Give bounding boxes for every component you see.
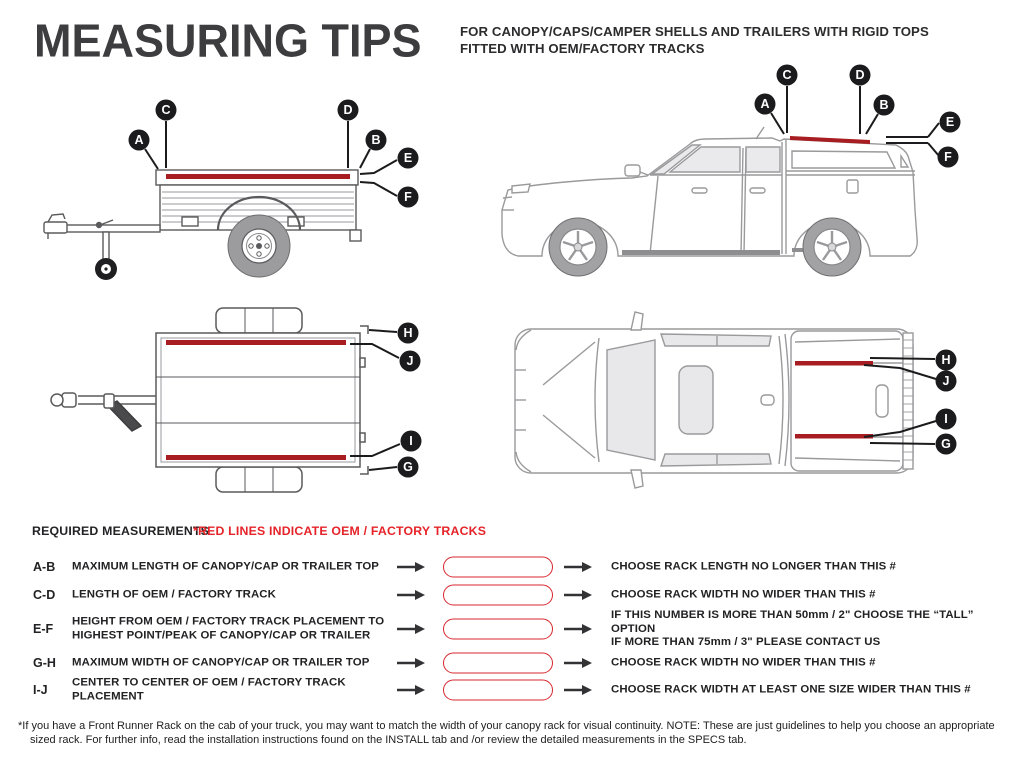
svg-text:A: A [760,97,770,111]
svg-text:J: J [942,374,950,388]
marker-d [850,65,871,86]
measurement-row-ij [0,676,1024,704]
row-guidance: CHOOSE RACK WIDTH NO WIDER THAN THIS # [611,588,876,601]
row-description: CENTER TO CENTER OF OEM / FACTORY TRACK PLACEMENT [72,676,346,702]
marker-i [936,409,957,430]
row-description: MAXIMUM LENGTH OF CANOPY/CAP OR TRAILER TOP [72,560,380,573]
required-measurements-heading: REQUIRED MEASUREMENTS [32,524,210,538]
oem-track-red-line [166,340,346,345]
svg-text:G: G [403,460,413,474]
svg-text:C: C [161,103,171,117]
row-key: C-D [33,588,56,602]
measurement-value-box [443,653,553,674]
marker-a [129,130,150,151]
marker-h [936,350,957,371]
arrow-icon [396,684,426,696]
row-key: I-J [33,683,48,697]
svg-text:J: J [406,354,414,368]
row-description: MAXIMUM WIDTH OF CANOPY/CAP OR TRAILER TOP [72,656,370,669]
trailer-side-view-diagram [30,88,460,293]
marker-b [874,95,895,116]
arrow-icon [563,589,593,601]
marker-d [338,100,359,121]
arrow-icon [563,657,593,669]
svg-text:I: I [944,412,948,426]
row-key: E-F [33,622,54,636]
svg-text:G: G [941,437,951,451]
truck-side-view-diagram [492,60,1017,290]
arrow-icon [396,657,426,669]
row-key: A-B [33,560,56,574]
measurement-value-box [443,680,553,701]
marker-e [940,112,961,133]
svg-text:D: D [343,103,353,117]
truck-top-view-diagram [495,300,1020,500]
marker-c [777,65,798,86]
oem-track-red-line [795,361,873,366]
page-subtitle [460,23,929,57]
measurement-value-box [443,557,553,578]
svg-text:F: F [404,190,412,204]
marker-j [936,371,957,392]
marker-g [936,434,957,455]
marker-c [156,100,177,121]
svg-text:I: I [409,434,413,448]
jockey-wheel [95,258,117,280]
page-title: MEASURING TIPS [34,14,422,68]
row-guidance: IF THIS NUMBER IS MORE THAN 50mm / 2" CHOOSE THE “TALL” OPTION IF MORE THAN 75mm / 3" PLEASE CONTACT US [611,608,974,648]
subtitle-line-1: FOR CANOPY/CAPS/CAMPER SHELLS AND TRAILERS WITH RIGID TOPS [460,24,929,39]
svg-text:H: H [403,326,413,340]
arrow-icon [396,589,426,601]
footnote-line-1: *If you have a Front Runner Rack on the cab of your truck, you may want to match the width of your canopy rack for visual continuity. NOTE: These are just guidelines to help you choose an appropriate [18,720,995,732]
arrow-icon [563,684,593,696]
svg-text:B: B [879,98,889,112]
measurement-value-box [443,585,553,606]
arrow-icon [396,623,426,635]
row-description: LENGTH OF OEM / FACTORY TRACK [72,588,276,601]
arrow-icon [563,561,593,573]
marker-a [755,94,776,115]
svg-text:H: H [941,353,951,367]
arrow-icon [396,561,426,573]
trailer-top-view-diagram [20,300,455,500]
row-key: G-H [33,656,56,670]
arrow-icon [563,623,593,635]
row-guidance: CHOOSE RACK WIDTH AT LEAST ONE SIZE WIDER THAN THIS # [611,683,971,696]
svg-text:E: E [945,115,955,129]
row-guidance: CHOOSE RACK WIDTH NO WIDER THAN THIS # [611,656,876,669]
marker-h [398,323,419,344]
oem-track-red-line [166,174,350,179]
svg-text:F: F [944,150,952,164]
svg-text:A: A [134,133,144,147]
svg-text:D: D [855,68,865,82]
row-description: HEIGHT FROM OEM / FACTORY TRACK PLACEMENT TO HIGHEST POINT/PEAK OF CANOPY/CAP OR TRAILER [72,615,385,641]
svg-text:C: C [782,68,792,82]
marker-i [401,431,422,452]
row-guidance: CHOOSE RACK LENGTH NO LONGER THAN THIS # [611,560,896,573]
measurement-row-ab [0,553,1024,581]
truck-rear-wheel [803,218,861,276]
measurement-row-ef [0,609,1024,649]
measurement-row-cd [0,581,1024,609]
oem-track-red-line [166,455,346,460]
trailer-wheel [228,215,290,277]
oem-track-red-line [795,434,873,439]
marker-b [366,130,387,151]
marker-f [938,147,959,168]
truck-front-wheel [549,218,607,276]
marker-j [400,351,421,372]
marker-e [398,148,419,169]
marker-g [398,457,419,478]
svg-text:E: E [403,151,413,165]
red-lines-note: *RED LINES INDICATE OEM / FACTORY TRACKS [193,524,487,538]
footnote [18,720,995,747]
measurement-row-gh [0,649,1024,677]
measurement-value-box [443,619,553,640]
svg-text:B: B [371,133,381,147]
marker-f [398,187,419,208]
footnote-line-2: sized rack. For further info, read the installation instructions found on the INSTALL tab and /or review the detailed measurements in the SPECS tab. [30,733,747,746]
subtitle-line-2: FITTED WITH OEM/FACTORY TRACKS [460,41,705,56]
